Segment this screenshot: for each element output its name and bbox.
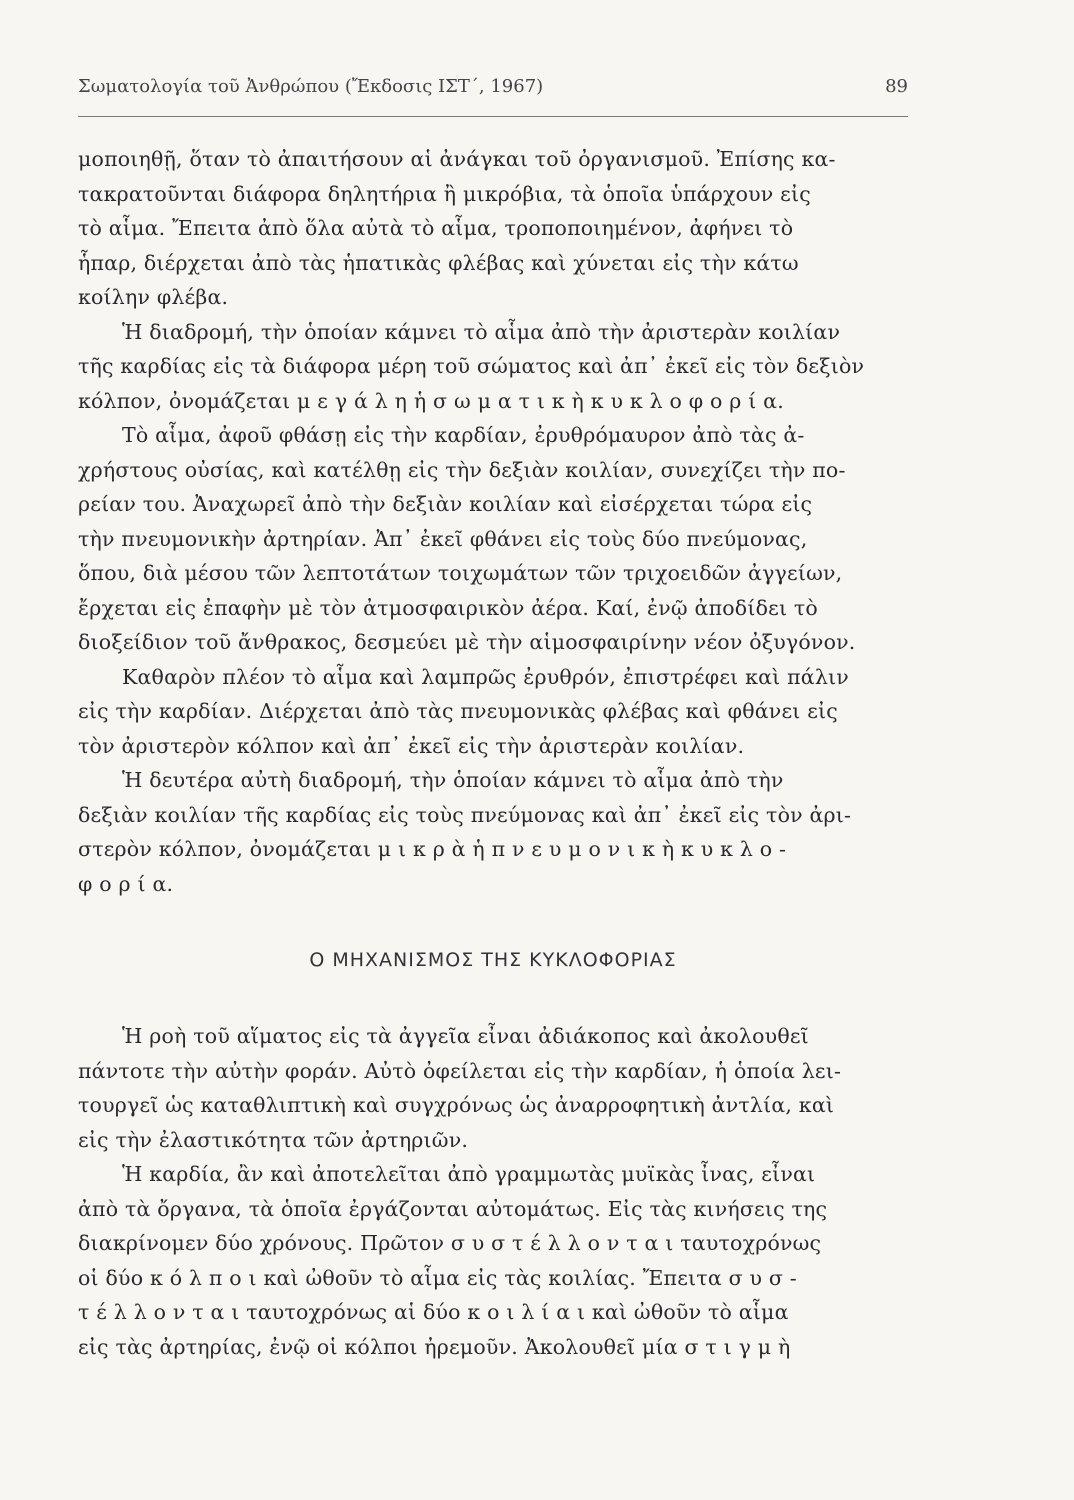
text-line: εἰς τὴν καρδίαν. Διέρχεται ἀπὸ τὰς πνευμονικὰς φλέβας καὶ φθάνει εἰς — [78, 699, 838, 723]
text-line: Τὸ αἷμα, ἀφοῦ φθάσῃ εἰς τὴν καρδίαν, ἐρυθρόμαυρον ἀπὸ τὰς ἀ- — [122, 423, 805, 447]
text-line: Καθαρὸν πλέον τὸ αἷμα καὶ λαμπρῶς ἐρυθρόν, ἐπιστρέφει καὶ πάλιν — [122, 664, 849, 689]
text-line: τὸν ἀριστερὸν κόλπον καὶ ἀπ᾽ ἐκεῖ εἰς τὴν ἀριστερὰν κοιλίαν. — [78, 733, 745, 758]
text-line: εἰς τὴν ἐλαστικότητα τῶν ἀρτηριῶν. — [78, 1127, 469, 1152]
section-heading-block — [78, 949, 908, 979]
text-line: κοίλην φλέβα. — [78, 285, 229, 309]
text-line: ρείαν του. Ἀναχωρεῖ ἀπὸ τὴν δεξιὰν κοιλίαν καὶ εἰσέρχεται τώρα εἰς — [78, 492, 813, 516]
text-line: διοξείδιον τοῦ ἄνθρακος, δεσμεύει μὲ τὴν αἱμοσφαιρίνην νέον ὀξυγόνον. — [78, 630, 856, 654]
text-line: Ἡ ροὴ τοῦ αἵματος εἰς τὰ ἀγγεῖα εἶναι ἀδιάκοπος καὶ ἀκολουθεῖ — [122, 1024, 809, 1048]
section-heading: Ο ΜΗΧΑΝΙΣΜΟΣ ΤΗΣ ΚΥΚΛΟΦΟΡΙΑΣ — [309, 949, 677, 971]
header-rule — [78, 116, 908, 117]
text-line: ὅπου, διὰ μέσου τῶν λεπτοτάτων τοιχωμάτων τῶν τριχοειδῶν ἀγγείων, — [78, 561, 843, 585]
page-body — [78, 142, 908, 1364]
text-line: Ἡ διαδρομή, τὴν ὁποίαν κάμνει τὸ αἷμα ἀπὸ τὴν ἀριστερὰν κοιλίαν — [122, 319, 841, 344]
text-line: Ἡ δευτέρα αὐτὴ διαδρομή, τὴν ὁποίαν κάμνει τὸ αἷμα ἀπὸ τὴν — [122, 768, 784, 792]
running-header — [78, 76, 908, 106]
text-line: πάντοτε τὴν αὐτὴν φοράν. Αὐτὸ ὀφείλεται εἰς τὴν καρδίαν, ἡ ὁποία λει- — [78, 1058, 842, 1083]
text-line: διακρίνομεν δύο χρόνους. Πρῶτον σ υ σ τ έ λ λ ο ν τ α ι ταυτοχρόνως — [78, 1231, 822, 1255]
text-line: τ έ λ λ ο ν τ α ι ταυτοχρόνως αἱ δύο κ ο ι λ ί α ι καὶ ὠθοῦν τὸ αἷμα — [78, 1300, 789, 1324]
text-line: ἧπαρ, διέρχεται ἀπὸ τὰς ἡπατικὰς φλέβας καὶ χύνεται εἰς τὴν κάτω — [78, 250, 799, 275]
spacer — [78, 901, 908, 949]
text-line: τὴν πνευμονικὴν ἀρτηρίαν. Ἀπ᾽ ἐκεῖ φθάνει εἰς τοὺς δύο πνεύμονας, — [78, 526, 808, 551]
text-line: Ἡ καρδία, ἂν καὶ ἀποτελεῖται ἀπὸ γραμμωτὰς μυϊκὰς ἶνας, εἶναι — [122, 1162, 816, 1186]
text-line: τουργεῖ ὡς καταθλιπτικὴ καὶ συγχρόνως ὡς ἀναρροφητικὴ ἀντλία, καὶ — [78, 1093, 835, 1117]
text-line: ἀπὸ τὰ ὄργανα, τὰ ὁποῖα ἐργάζονται αὐτομάτως. Εἰς τὰς κινήσεις της — [78, 1196, 828, 1221]
paragraph-3 — [78, 418, 908, 660]
paragraph-2 — [78, 315, 908, 419]
text-line: δεξιὰν κοιλίαν τῆς καρδίας εἰς τοὺς πνεύμονας καὶ ἀπ᾽ ἐκεῖ εἰς τὸν ἀρι- — [78, 802, 852, 827]
text-line: χρήστους οὐσίας, καὶ κατέλθῃ εἰς τὴν δεξιὰν κοιλίαν, συνεχίζει τὴν πο- — [78, 457, 846, 482]
text-line: μοποιηθῇ, ὅταν τὸ ἀπαιτήσουν αἱ ἀνάγκαι τοῦ ὀργανισμοῦ. Ἐπίσης κα- — [78, 147, 836, 171]
running-title: Σωματολογία τοῦ Ἀνθρώπου (Ἔκδοσις ΙΣΤ΄, 1967) — [78, 76, 544, 97]
paragraph-5 — [78, 763, 908, 901]
paragraph-7 — [78, 1157, 908, 1364]
text-line: ἔρχεται εἰς ἐπαφὴν μὲ τὸν ἀτμοσφαιρικὸν ἀέρα. Καί, ἐνῷ ἀποδίδει τὸ — [78, 595, 818, 620]
paragraph-4 — [78, 660, 908, 764]
text-line: τακρατοῦνται διάφορα δηλητήρια ἢ μικρόβια, τὰ ὁποῖα ὑπάρχουν εἰς — [78, 181, 811, 206]
page-number: 89 — [885, 76, 908, 97]
text-line: τὸ αἷμα. Ἔπειτα ἀπὸ ὅλα αὐτὰ τὸ αἷμα, τροποποιημένον, ἀφήνει τὸ — [78, 216, 794, 240]
text-line: οἱ δύο κ ό λ π ο ι καὶ ὠθοῦν τὸ αἷμα εἰς τὰς κοιλίας. Ἔπειτα σ υ σ - — [78, 1265, 797, 1290]
text-line: εἰς τὰς ἀρτηρίας, ἐνῷ οἱ κόλποι ἠρεμοῦν. Ἀκολουθεῖ μία σ τ ι γ μ ὴ — [78, 1334, 791, 1359]
text-line: κόλπον, ὀνομάζεται μ ε γ ά λ η ἡ σ ω μ α τ ι κ ὴ κ υ κ λ ο φ ο ρ ί α. — [78, 388, 784, 413]
paragraph-6 — [78, 1019, 908, 1157]
spacer — [78, 979, 908, 1019]
text-line: τῆς καρδίας εἰς τὰ διάφορα μέρη τοῦ σώματος καὶ ἀπ᾽ ἐκεῖ εἰς τὸν δεξιὸν — [78, 354, 865, 378]
text-line: φ ο ρ ί α. — [78, 871, 174, 896]
paragraph-1 — [78, 142, 908, 315]
text-line: στερὸν κόλπον, ὀνομάζεται μ ι κ ρ ὰ ἡ π ν ε υ μ ο ν ι κ ὴ κ υ κ λ ο - — [78, 837, 787, 861]
